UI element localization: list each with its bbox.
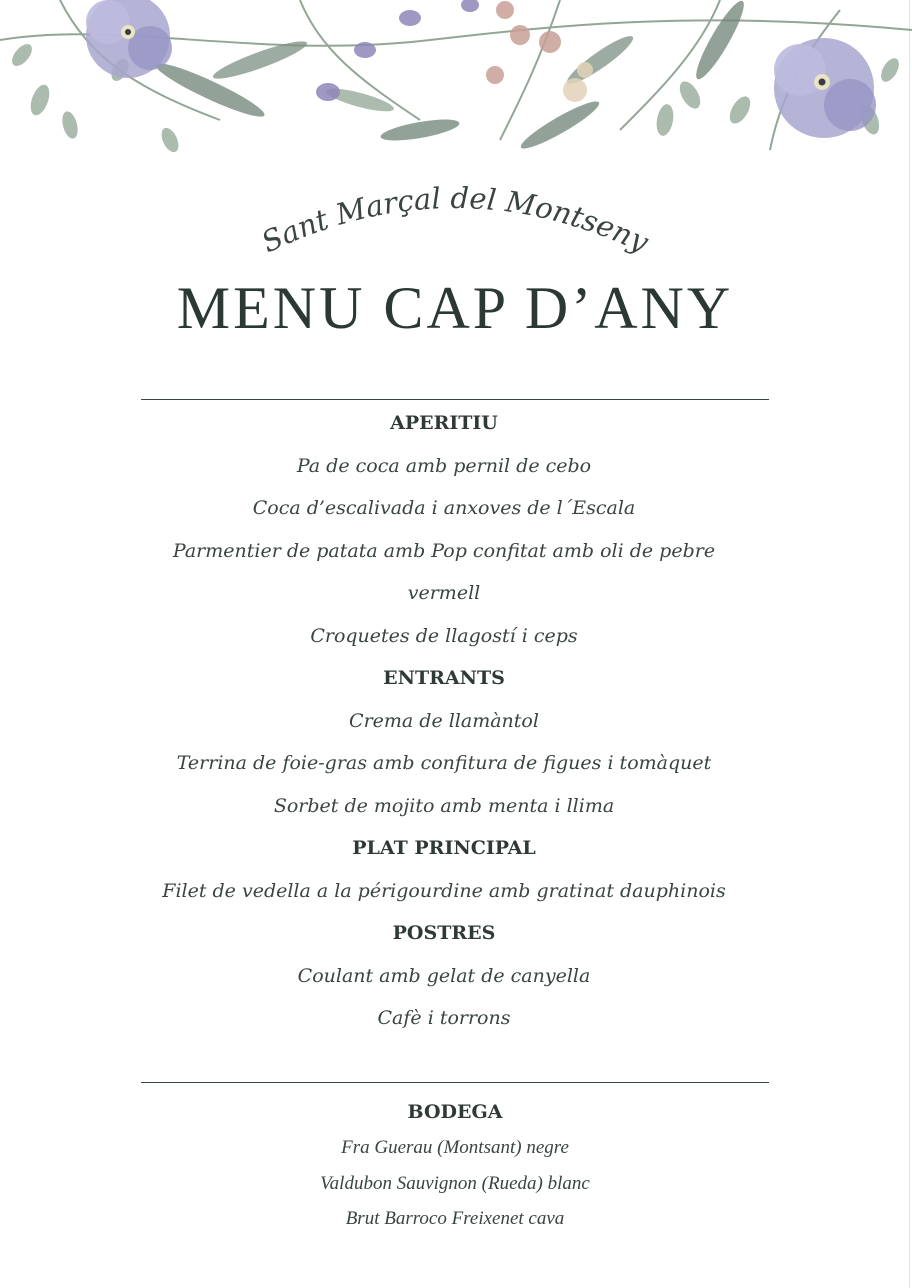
menu-sections bbox=[141, 402, 747, 1040]
dish-item: Croquetes de llagostí i ceps bbox=[310, 624, 578, 647]
page-title: MENU CAP D’ANY bbox=[176, 275, 734, 341]
dish-item: Terrina de foie-gras amb confitura de figues i tomàquet bbox=[176, 752, 712, 774]
section-title: POSTRES bbox=[392, 922, 496, 944]
wine-item: Brut Barroco Freixenet cava bbox=[345, 1208, 565, 1229]
bottom-divider bbox=[141, 1082, 769, 1083]
purple-flower-right bbox=[774, 38, 876, 138]
dish-item: Cafè i torrons bbox=[377, 1007, 511, 1029]
purple-flower-left bbox=[86, 0, 172, 78]
dish-item: Crema de llamàntol bbox=[349, 709, 539, 732]
floral-border-illustration bbox=[0, 0, 912, 170]
wine-section-title: BODEGA bbox=[407, 1101, 503, 1123]
wine-item: Fra Guerau (Montsant) negre bbox=[341, 1137, 569, 1158]
top-divider bbox=[141, 399, 769, 400]
dish-item: Filet de vedella a la périgourdine amb gratinat dauphinois bbox=[162, 879, 726, 902]
subtitle-arc bbox=[256, 168, 656, 268]
section-title: ENTRANTS bbox=[383, 667, 505, 689]
dish-item: Coulant amb gelat de canyella bbox=[297, 964, 591, 987]
wine-section bbox=[141, 1094, 769, 1237]
dish-item: Coca d’escalivada i anxoves de l´Escala bbox=[252, 497, 636, 519]
section-title: PLAT PRINCIPAL bbox=[352, 837, 536, 859]
wine-item: Valdubon Sauvignon (Rueda) blanc bbox=[320, 1172, 590, 1194]
dish-item: Sorbet de mojito amb menta i llima bbox=[273, 794, 615, 817]
section-title: APERITIU bbox=[390, 412, 498, 434]
dish-item: Parmentier de patata amb Pop confitat amb oli de pebre vermell bbox=[172, 539, 716, 604]
dish-item: Pa de coca amb pernil de cebo bbox=[296, 454, 592, 477]
subtitle-text: Sant Marçal del Montseny bbox=[256, 180, 654, 260]
